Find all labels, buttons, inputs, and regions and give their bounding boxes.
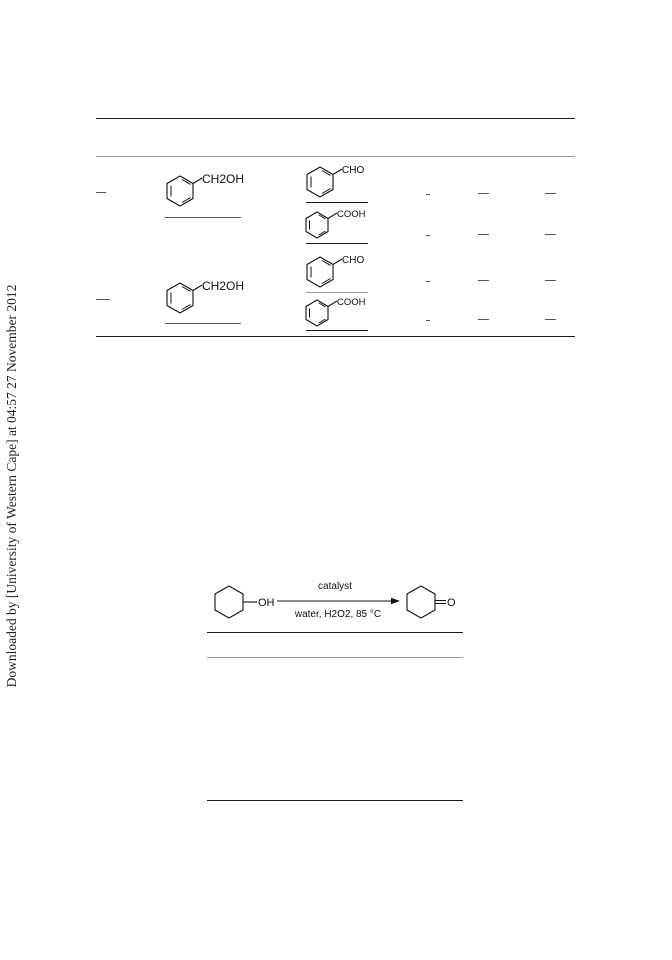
substrate-label: CH2OH — [202, 172, 245, 186]
empty-cell — [545, 319, 556, 320]
download-notice-text: Downloaded by [University of Western Cape] at 04:57 27 November 2012 — [4, 284, 19, 688]
benzyl-alcohol-structure — [160, 166, 250, 218]
reaction-scheme — [205, 574, 475, 630]
entry-marker — [96, 299, 110, 300]
substrate-label: CH2OH — [202, 279, 245, 293]
table2-header-rule — [207, 657, 463, 658]
product-underline — [306, 243, 368, 244]
arrow-head-icon — [391, 598, 400, 604]
empty-cell — [426, 235, 430, 236]
substrate-underline — [165, 217, 241, 218]
substrate-underline — [165, 323, 241, 324]
product-label: COOH — [337, 209, 366, 220]
condition-above: catalyst — [318, 581, 352, 592]
benzaldehyde-structure — [300, 157, 380, 203]
table2-bottom-rule — [207, 800, 463, 801]
carbonyl-label: O — [447, 597, 456, 609]
empty-cell — [545, 193, 556, 194]
entry-marker — [96, 192, 106, 193]
empty-cell — [545, 280, 556, 281]
hydroxyl-label: OH — [258, 597, 275, 609]
benzyl-alcohol-structure — [160, 273, 250, 325]
empty-cell — [545, 234, 556, 235]
empty-cell — [478, 193, 489, 194]
benzaldehyde-structure — [300, 247, 380, 293]
empty-cell — [478, 319, 489, 320]
cyclohexanone-structure — [407, 586, 435, 618]
empty-cell — [478, 234, 489, 235]
download-notice — [2, 286, 22, 686]
cyclohexanol-structure — [215, 586, 243, 618]
table2-top-rule — [207, 632, 463, 633]
empty-cell — [478, 280, 489, 281]
empty-cell — [426, 281, 430, 282]
empty-cell — [426, 320, 430, 321]
table-bottom-rule — [96, 336, 575, 337]
condition-below: water, H2O2, 85 °C — [294, 609, 382, 620]
benzoic-acid-structure — [300, 293, 380, 333]
empty-cell — [426, 194, 430, 195]
benzoic-acid-structure — [300, 205, 380, 245]
table-top-rule — [96, 118, 575, 119]
product-label: CHO — [342, 255, 365, 266]
product-underline — [306, 330, 368, 331]
product-label: CHO — [342, 165, 365, 176]
product-underline — [306, 202, 368, 203]
product-label: COOH — [337, 297, 366, 308]
